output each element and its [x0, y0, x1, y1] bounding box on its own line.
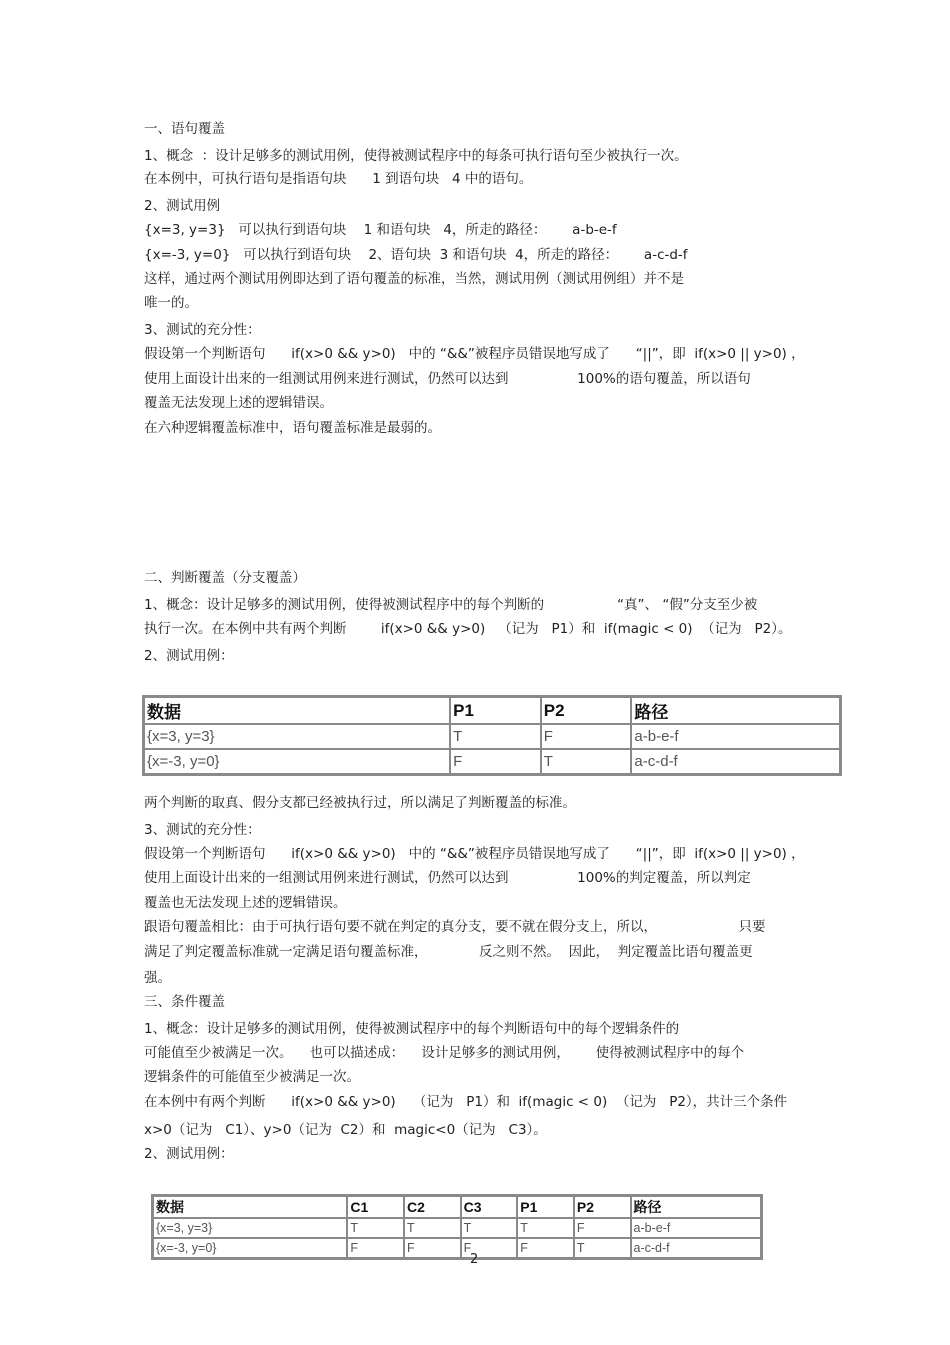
table-header-cell: 数据 — [153, 1196, 348, 1219]
subheading: 3、测试的充分性： — [144, 322, 261, 338]
paragraph-line: 这样，通过两个测试用例即达到了语句覆盖的标准，当然，测试用例（测试用例组）并不是 — [144, 271, 684, 287]
table-cell: T — [450, 724, 541, 749]
paragraph-line: x>0（记为 C1）、y>0（记为 C2）和 magic<0（记为 C3）。 — [144, 1122, 547, 1138]
table-header-cell: C2 — [404, 1196, 461, 1219]
paragraph-line: 在本例中有两个判断 if(x>0 && y>0) （记为 P1）和 if(magic < 0) （记为 P2），共计三个条件 — [144, 1094, 788, 1110]
table-cell: T — [517, 1218, 574, 1238]
table-cell: a-c-d-f — [631, 749, 840, 775]
table-cell: {x=-3, y=0} — [153, 1238, 348, 1259]
table-cell: {x=-3, y=0} — [144, 749, 451, 775]
table-cell: T — [461, 1218, 518, 1238]
table-cell: F — [574, 1218, 631, 1238]
paragraph-line: 1、概念：设计足够多的测试用例，使得被测试程序中的每个判断语句中的每个逻辑条件的 — [144, 1021, 680, 1037]
table-header-cell: P2 — [541, 697, 632, 725]
table-header-cell: 数据 — [144, 697, 451, 725]
paragraph-line: 覆盖也无法发现上述的逻辑错误。 — [144, 895, 347, 911]
subheading: 2、测试用例： — [144, 648, 234, 664]
paragraph-line: 假设第一个判断语句 if(x>0 && y>0) 中的 “&&”被程序员错误地写成了 “||”，即 if(x>0 || y>0) ， — [144, 846, 805, 862]
table-header-cell: 路径 — [631, 1196, 762, 1219]
table-cell: T — [347, 1218, 404, 1238]
condition-coverage-table — [151, 1194, 763, 1260]
paragraph-line: {x=3, y=3} 可以执行到语句块 1 和语句块 4，所走的路径： a-b-e-f — [144, 222, 617, 238]
decision-coverage-table — [142, 695, 842, 776]
table-header-cell: C1 — [347, 1196, 404, 1219]
paragraph-line: 唯一的。 — [144, 295, 198, 311]
page-number: 2 — [470, 1252, 479, 1267]
table-header-cell: C3 — [461, 1196, 518, 1219]
paragraph-line: 1、概念：设计足够多的测试用例，使得被测试程序中的每个判断的 “真”、 “假”分支至少被 — [144, 597, 758, 613]
paragraph-line: 使用上面设计出来的一组测试用例来进行测试，仍然可以达到 100%的判定覆盖，所以判定 — [144, 870, 751, 886]
section-heading-condition-coverage: 三、条件覆盖 — [144, 994, 225, 1010]
paragraph-line: 跟语句覆盖相比：由于可执行语句要不就在判定的真分支，要不就在假分支上，所以， 只要 — [144, 919, 766, 935]
section-heading-decision-coverage: 二、判断覆盖（分支覆盖） — [144, 570, 306, 586]
paragraph-line: 可能值至少被满足一次。 也可以描述成： 设计足够多的测试用例， 使得被测试程序中的每个 — [144, 1045, 745, 1061]
table-cell: T — [574, 1238, 631, 1259]
paragraph-line: 在六种逻辑覆盖标准中，语句覆盖标准是最弱的。 — [144, 420, 441, 436]
table-header-row — [144, 697, 841, 725]
table-cell: a-c-d-f — [631, 1238, 762, 1259]
table-header-cell: P1 — [517, 1196, 574, 1219]
table-header-row — [153, 1196, 762, 1219]
paragraph-line: 逻辑条件的可能值至少被满足一次。 — [144, 1069, 360, 1085]
table-header-cell: 路径 — [631, 697, 840, 725]
subheading: 3、测试的充分性： — [144, 822, 261, 838]
table-row — [144, 724, 841, 749]
paragraph-line: {x=-3, y=0} 可以执行到语句块 2、语句块 3 和语句块 4，所走的路径： a-c-d-f — [144, 247, 688, 263]
paragraph-line: 满足了判定覆盖标准就一定满足语句覆盖标准， 反之则不然。 因此， 判定覆盖比语句覆盖更 — [144, 944, 753, 960]
table-row — [153, 1238, 762, 1259]
paragraph-line: 在本例中，可执行语句是指语句块 1 到语句块 4 中的语句。 — [144, 171, 533, 187]
table-row — [144, 749, 841, 775]
table-row — [153, 1218, 762, 1238]
table-header-cell: P2 — [574, 1196, 631, 1219]
table-cell: T — [404, 1218, 461, 1238]
paragraph-line: 覆盖无法发现上述的逻辑错误。 — [144, 395, 333, 411]
table-cell: a-b-e-f — [631, 1218, 762, 1238]
paragraph-line: 执行一次。在本例中共有两个判断 if(x>0 && y>0) （记为 P1）和 if(magic < 0) （记为 P2）。 — [144, 621, 792, 637]
paragraph-line: 使用上面设计出来的一组测试用例来进行测试，仍然可以达到 100%的语句覆盖，所以语句 — [144, 371, 751, 387]
table-cell: {x=3, y=3} — [144, 724, 451, 749]
paragraph-line: 假设第一个判断语句 if(x>0 && y>0) 中的 “&&”被程序员错误地写成了 “||”，即 if(x>0 || y>0) ， — [144, 346, 805, 362]
table-cell: a-b-e-f — [631, 724, 840, 749]
table-cell: F — [517, 1238, 574, 1259]
paragraph-line: 1、概念 ：设计足够多的测试用例，使得被测试程序中的每条可执行语句至少被执行一次。 — [144, 148, 688, 164]
table-cell: T — [541, 749, 632, 775]
subheading: 2、测试用例 — [144, 198, 221, 214]
section-heading-statement-coverage: 一、语句覆盖 — [144, 121, 225, 137]
table-cell: {x=3, y=3} — [153, 1218, 348, 1238]
paragraph-line: 两个判断的取真、假分支都已经被执行过，所以满足了判断覆盖的标准。 — [144, 795, 576, 811]
table-cell: F — [461, 1238, 518, 1259]
table-cell: F — [450, 749, 541, 775]
table-cell: F — [541, 724, 632, 749]
subheading: 2、测试用例： — [144, 1146, 234, 1162]
table-header-cell: P1 — [450, 697, 541, 725]
paragraph-line: 强。 — [144, 970, 171, 986]
table-cell: F — [347, 1238, 404, 1259]
table-cell: F — [404, 1238, 461, 1259]
